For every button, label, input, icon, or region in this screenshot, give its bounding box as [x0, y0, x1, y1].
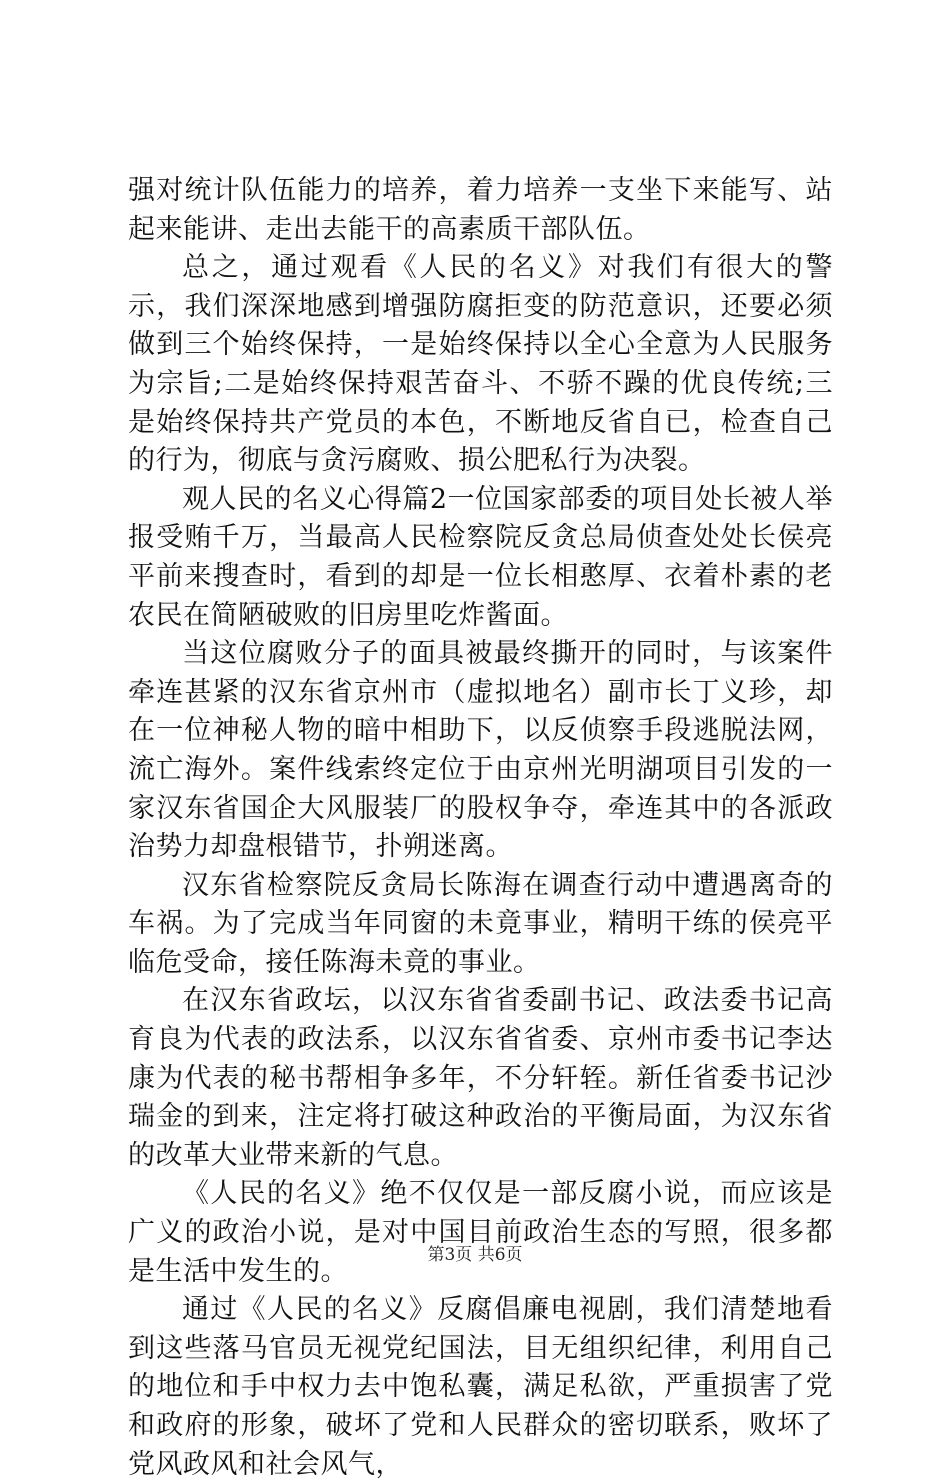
paragraph: 汉东省检察院反贪局长陈海在调查行动中遭遇离奇的车祸。为了完成当年同窗的未竟事业，精明干练的侯亮平临危受命，接任陈海未竟的事业。 — [128, 869, 833, 978]
document-body — [128, 172, 833, 1484]
paragraph: 强对统计队伍能力的培养，着力培养一支坐下来能写、站起来能讲、走出去能干的高素质干部队伍。 — [128, 175, 833, 245]
page-number-footer: 第3页 共6页 — [427, 1245, 523, 1265]
paragraph: 《人民的名义》绝不仅仅是一部反腐小说，而应该是广义的政治小说，是对中国目前政治生态的写照，很多都是生活中发生的。 — [128, 1178, 833, 1287]
paragraph: 在汉东省政坛，以汉东省省委副书记、政法委书记高育良为代表的政法系，以汉东省省委、京州市委书记李达康为代表的秘书帮相争多年，不分轩轾。新任省委书记沙瑞金的到来，注定将打破这种政治的平衡局面，为汉东省的改革大业带来新的气息。 — [128, 985, 833, 1171]
paragraph: 通过《人民的名义》反腐倡廉电视剧，我们清楚地看到这些落马官员无视党纪国法，目无组织纪律，利用自己的地位和手中权力去中饱私囊，满足私欲，严重损害了党和政府的形象，破坏了党和人民群众的密切联系，败坏了党风政风和社会风气， — [128, 1294, 833, 1480]
paragraph: 当这位腐败分子的面具被最终撕开的同时，与该案件牵连甚紧的汉东省京州市（虚拟地名）副市长丁义珍，却在一位神秘人物的暗中相助下，以反侦察手段逃脱法网，流亡海外。案件线索终定位于由京州光明湖项目引发的一家汉东省国企大风服装厂的股权争夺，牵连其中的各派政治势力却盘根错节，扑朔迷离。 — [128, 638, 833, 863]
paragraph: 观人民的名义心得篇2一位国家部委的项目处长被人举报受贿千万，当最高人民检察院反贪总局侦查处处长侯亮平前来搜查时，看到的却是一位长相憨厚、衣着朴素的老农民在简陋破败的旧房里吃炸酱面。 — [128, 483, 833, 631]
paragraph: 总之，通过观看《人民的名义》对我们有很大的警示，我们深深地感到增强防腐拒变的防范意识，还要必须做到三个始终保持，一是始终保持以全心全意为人民服务为宗旨;二是始终保持艰苦奋斗、不骄不躁的优良传统;三是始终保持共产党员的本色，不断地反省自已，检查自己的行为，彻底与贪污腐败、损公肥私行为决裂。 — [128, 252, 833, 477]
